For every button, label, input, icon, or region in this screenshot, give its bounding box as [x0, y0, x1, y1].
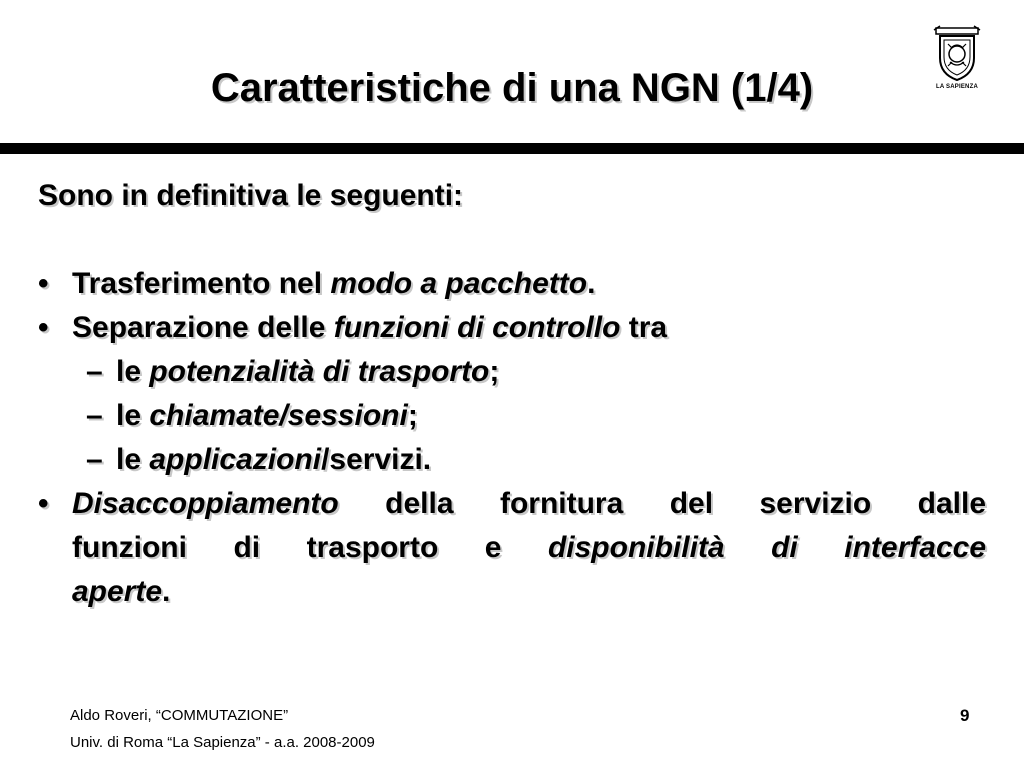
slide-title: Caratteristiche di una NGN (1/4) — [210, 66, 814, 110]
seal-graphic — [926, 22, 988, 84]
word: di — [233, 531, 261, 564]
text-run: /servizi. — [321, 443, 432, 476]
word: funzioni — [72, 531, 187, 564]
slide-body — [38, 174, 988, 634]
title-divider — [0, 143, 1024, 154]
word: interfacce — [844, 531, 987, 564]
word: trasporto — [306, 531, 439, 564]
word: del — [669, 487, 714, 520]
text-run: funzioni di controllo — [333, 311, 621, 344]
bullet-item — [72, 262, 595, 306]
word: servizio — [759, 487, 872, 520]
text-run: modo a pacchetto — [330, 267, 588, 300]
word: e — [484, 531, 502, 564]
bullet-item — [72, 306, 667, 350]
text-run: . — [587, 267, 596, 300]
intro-text: Sono in definitiva le seguenti: — [38, 179, 464, 212]
university-seal-icon — [926, 22, 988, 96]
text-run: chiamate/sessioni — [149, 399, 408, 432]
text-run: le — [116, 443, 150, 476]
footer-author: Aldo Roveri, “COMMUTAZIONE” — [70, 707, 289, 724]
text-run: le — [116, 399, 150, 432]
text-run: le — [116, 355, 150, 388]
sub-bullet-item — [116, 394, 418, 438]
sub-bullet-item — [116, 438, 431, 482]
word: Disaccoppiamento — [72, 487, 339, 520]
sub-bullet-item — [116, 350, 499, 394]
text-run: ; — [489, 355, 500, 388]
text-run: tra — [620, 311, 668, 344]
bullet-marker: • — [38, 267, 49, 300]
word: dalle — [917, 487, 987, 520]
text-run: Separazione delle — [72, 311, 334, 344]
bullet-item-line — [72, 482, 986, 526]
word: di — [771, 531, 798, 564]
page-number: 9 — [960, 706, 970, 725]
sub-bullet-marker: – — [86, 399, 103, 432]
bullet-marker: • — [38, 311, 49, 344]
text-run: aperte — [72, 575, 163, 608]
text-run: . — [162, 575, 171, 608]
sub-bullet-marker: – — [86, 443, 103, 476]
bullet-item-line — [72, 526, 986, 570]
text-run: potenzialità di trasporto — [149, 355, 490, 388]
footer-institution: Univ. di Roma “La Sapienza” - a.a. 2008-2009 — [70, 734, 375, 751]
seal-label: LA SAPIENZA — [936, 84, 978, 90]
word: fornitura — [499, 487, 624, 520]
word: della — [385, 487, 454, 520]
text-run: Trasferimento nel — [72, 267, 331, 300]
footer — [70, 702, 375, 756]
bullet-marker: • — [38, 487, 49, 520]
sub-bullet-marker: – — [86, 355, 103, 388]
bullet-item-line — [72, 570, 170, 614]
word: disponibilità — [547, 531, 725, 564]
text-run: applicazioni — [149, 443, 322, 476]
text-run: ; — [407, 399, 418, 432]
